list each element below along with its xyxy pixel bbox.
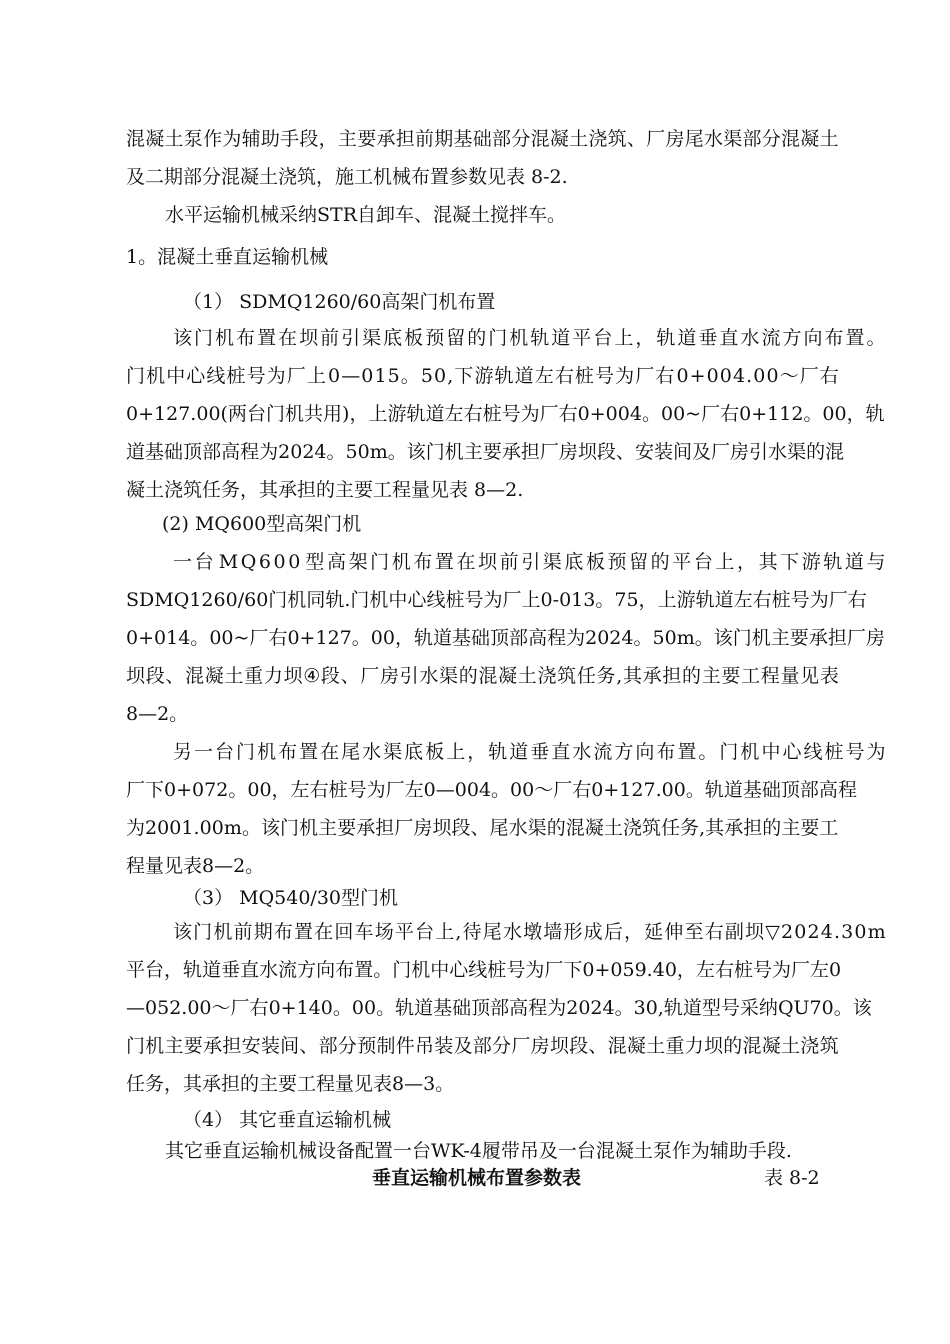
text-line: 水平运输机械采纳STR自卸车、混凝土搅拌车。 <box>165 204 566 226</box>
text-line: 8—2。 <box>126 703 189 725</box>
text-line: 1。混凝土垂直运输机械 <box>126 246 329 268</box>
text-line: 该 门 机 布 置 在 坝 前 引 渠 底 板 预 留 的 门 机 轨 道 平 台 上 ， 轨 道 垂 直 水 流 方 向 布 置 。 <box>173 327 886 349</box>
text-line: 凝土浇筑任务，其承担的主要工程量见表 8—2. <box>126 479 524 501</box>
text-line: 0 + 0 1 4 。 0 0 ~ 厂 右 0 + 1 2 7 。 0 0 ， 轨 道 基 础 顶 部 高 程 为 2 0 2 4 。 5 0 m 。 该 门 机 主 要 承 担 厂 房 <box>126 627 885 649</box>
text-line: 0 + 1 2 7 . 0 0 ( 两 台 门 机 共 用 ) ， 上 游 轨 道 左 右 桩 号 为 厂 右 0 + 0 0 4 。 0 0 ~ 厂 右 0 + 1 1 2 。 0 0 ， 轨 <box>126 403 885 425</box>
text-line: 门 机 中 心 线 桩 号 为 厂 上 0 — 0 1 5 。 5 0 , 下 游 轨 道 左 右 桩 号 为 厂 右 0 + 0 0 4 . 0 0 ～ 厂 右 <box>126 365 839 387</box>
text-line: 该 门 机 前 期 布 置 在 回 车 场 平 台 上 , 待 尾 水 墩 墙 形 成 后 ， 延 伸 至 右 副 坝 ▽ 2 0 2 4 . 3 0 m <box>173 921 886 943</box>
text-line: 程量见表8—2。 <box>126 855 265 877</box>
text-line: 门 机 主 要 承 担 安 装 间 、 部 分 预 制 件 吊 装 及 部 分 厂 房 坝 段 、 混 凝 土 重 力 坝 的 混 凝 土 浇 筑 <box>126 1035 839 1057</box>
text-line: — 0 5 2 . 0 0 ～ 厂 右 0 + 1 4 0 。 0 0 。 轨 道 基 础 顶 部 高 程 为 2 0 2 4 。 3 0 , 轨 道 型 号 采 纳 Q U 7 0 。 该 <box>126 997 872 1019</box>
text-line: 坝 段 、 混 凝 土 重 力 坝 ④ 段 、 厂 房 引 水 渠 的 混 凝 土 浇 筑 任 务 , 其 承 担 的 主 要 工 程 量 见 表 <box>126 665 839 687</box>
text-line: (2) MQ600型高架门机 <box>162 513 362 535</box>
text-line: 其它垂直运输机械设备配置一台WK-4履带吊及一台混凝土泵作为辅助手段. <box>165 1140 792 1162</box>
table-title: 垂直运输机械布置参数表 <box>372 1167 582 1189</box>
text-line: 混 凝 土 泵 作 为 辅 助 手 段 ， 主 要 承 担 前 期 基 础 部 分 混 凝 土 浇 筑 、 厂 房 尾 水 渠 部 分 混 凝 土 <box>126 128 839 150</box>
text-line: 为 2 0 0 1 . 0 0 m 。 该 门 机 主 要 承 担 厂 房 坝 段 、 尾 水 渠 的 混 凝 土 浇 筑 任 务 , 其 承 担 的 主 要 工 <box>126 817 839 839</box>
text-line: 道 基 础 顶 部 高 程 为 2 0 2 4 。 5 0 m 。 该 门 机 主 要 承 担 厂 房 坝 段 、 安 装 间 及 厂 房 引 水 渠 的 混 <box>126 441 845 463</box>
text-line: 厂 下 0 + 0 7 2 。 0 0 ， 左 右 桩 号 为 厂 左 0 — 0 0 4 。 0 0 ～ 厂 右 0 + 1 2 7 . 0 0 。 轨 道 基 础 顶 部 高 程 <box>126 779 857 801</box>
text-line: （1） SDMQ1260/60高架门机布置 <box>183 291 496 313</box>
text-line: 任务，其承担的主要工程量见表8—3。 <box>126 1073 455 1095</box>
text-line: 平 台 ， 轨 道 垂 直 水 流 方 向 布 置 。 门 机 中 心 线 桩 号 为 厂 下 0 + 0 5 9 . 4 0 ， 左 右 桩 号 为 厂 左 0 <box>126 959 842 981</box>
text-line: 及二期部分混凝土浇筑，施工机械布置参数见表 8-2. <box>126 166 568 188</box>
table-number: 表 8-2 <box>764 1167 820 1189</box>
text-line: 一 台 M Q 6 0 0 型 高 架 门 机 布 置 在 坝 前 引 渠 底 板 预 留 的 平 台 上 ， 其 下 游 轨 道 与 <box>173 551 886 573</box>
text-line: （4） 其它垂直运输机械 <box>183 1109 392 1131</box>
text-line: （3） MQ540/30型门机 <box>183 887 399 909</box>
text-line: 另 一 台 门 机 布 置 在 尾 水 渠 底 板 上 ， 轨 道 垂 直 水 流 方 向 布 置 。 门 机 中 心 线 桩 号 为 <box>173 741 886 763</box>
text-line: S D M Q 1 2 6 0 / 6 0 门 机 同 轨 . 门 机 中 心 线 桩 号 为 厂 上 0 - 0 1 3 。 7 5 ， 上 游 轨 道 左 右 桩 号 为 厂 右 <box>126 589 867 611</box>
